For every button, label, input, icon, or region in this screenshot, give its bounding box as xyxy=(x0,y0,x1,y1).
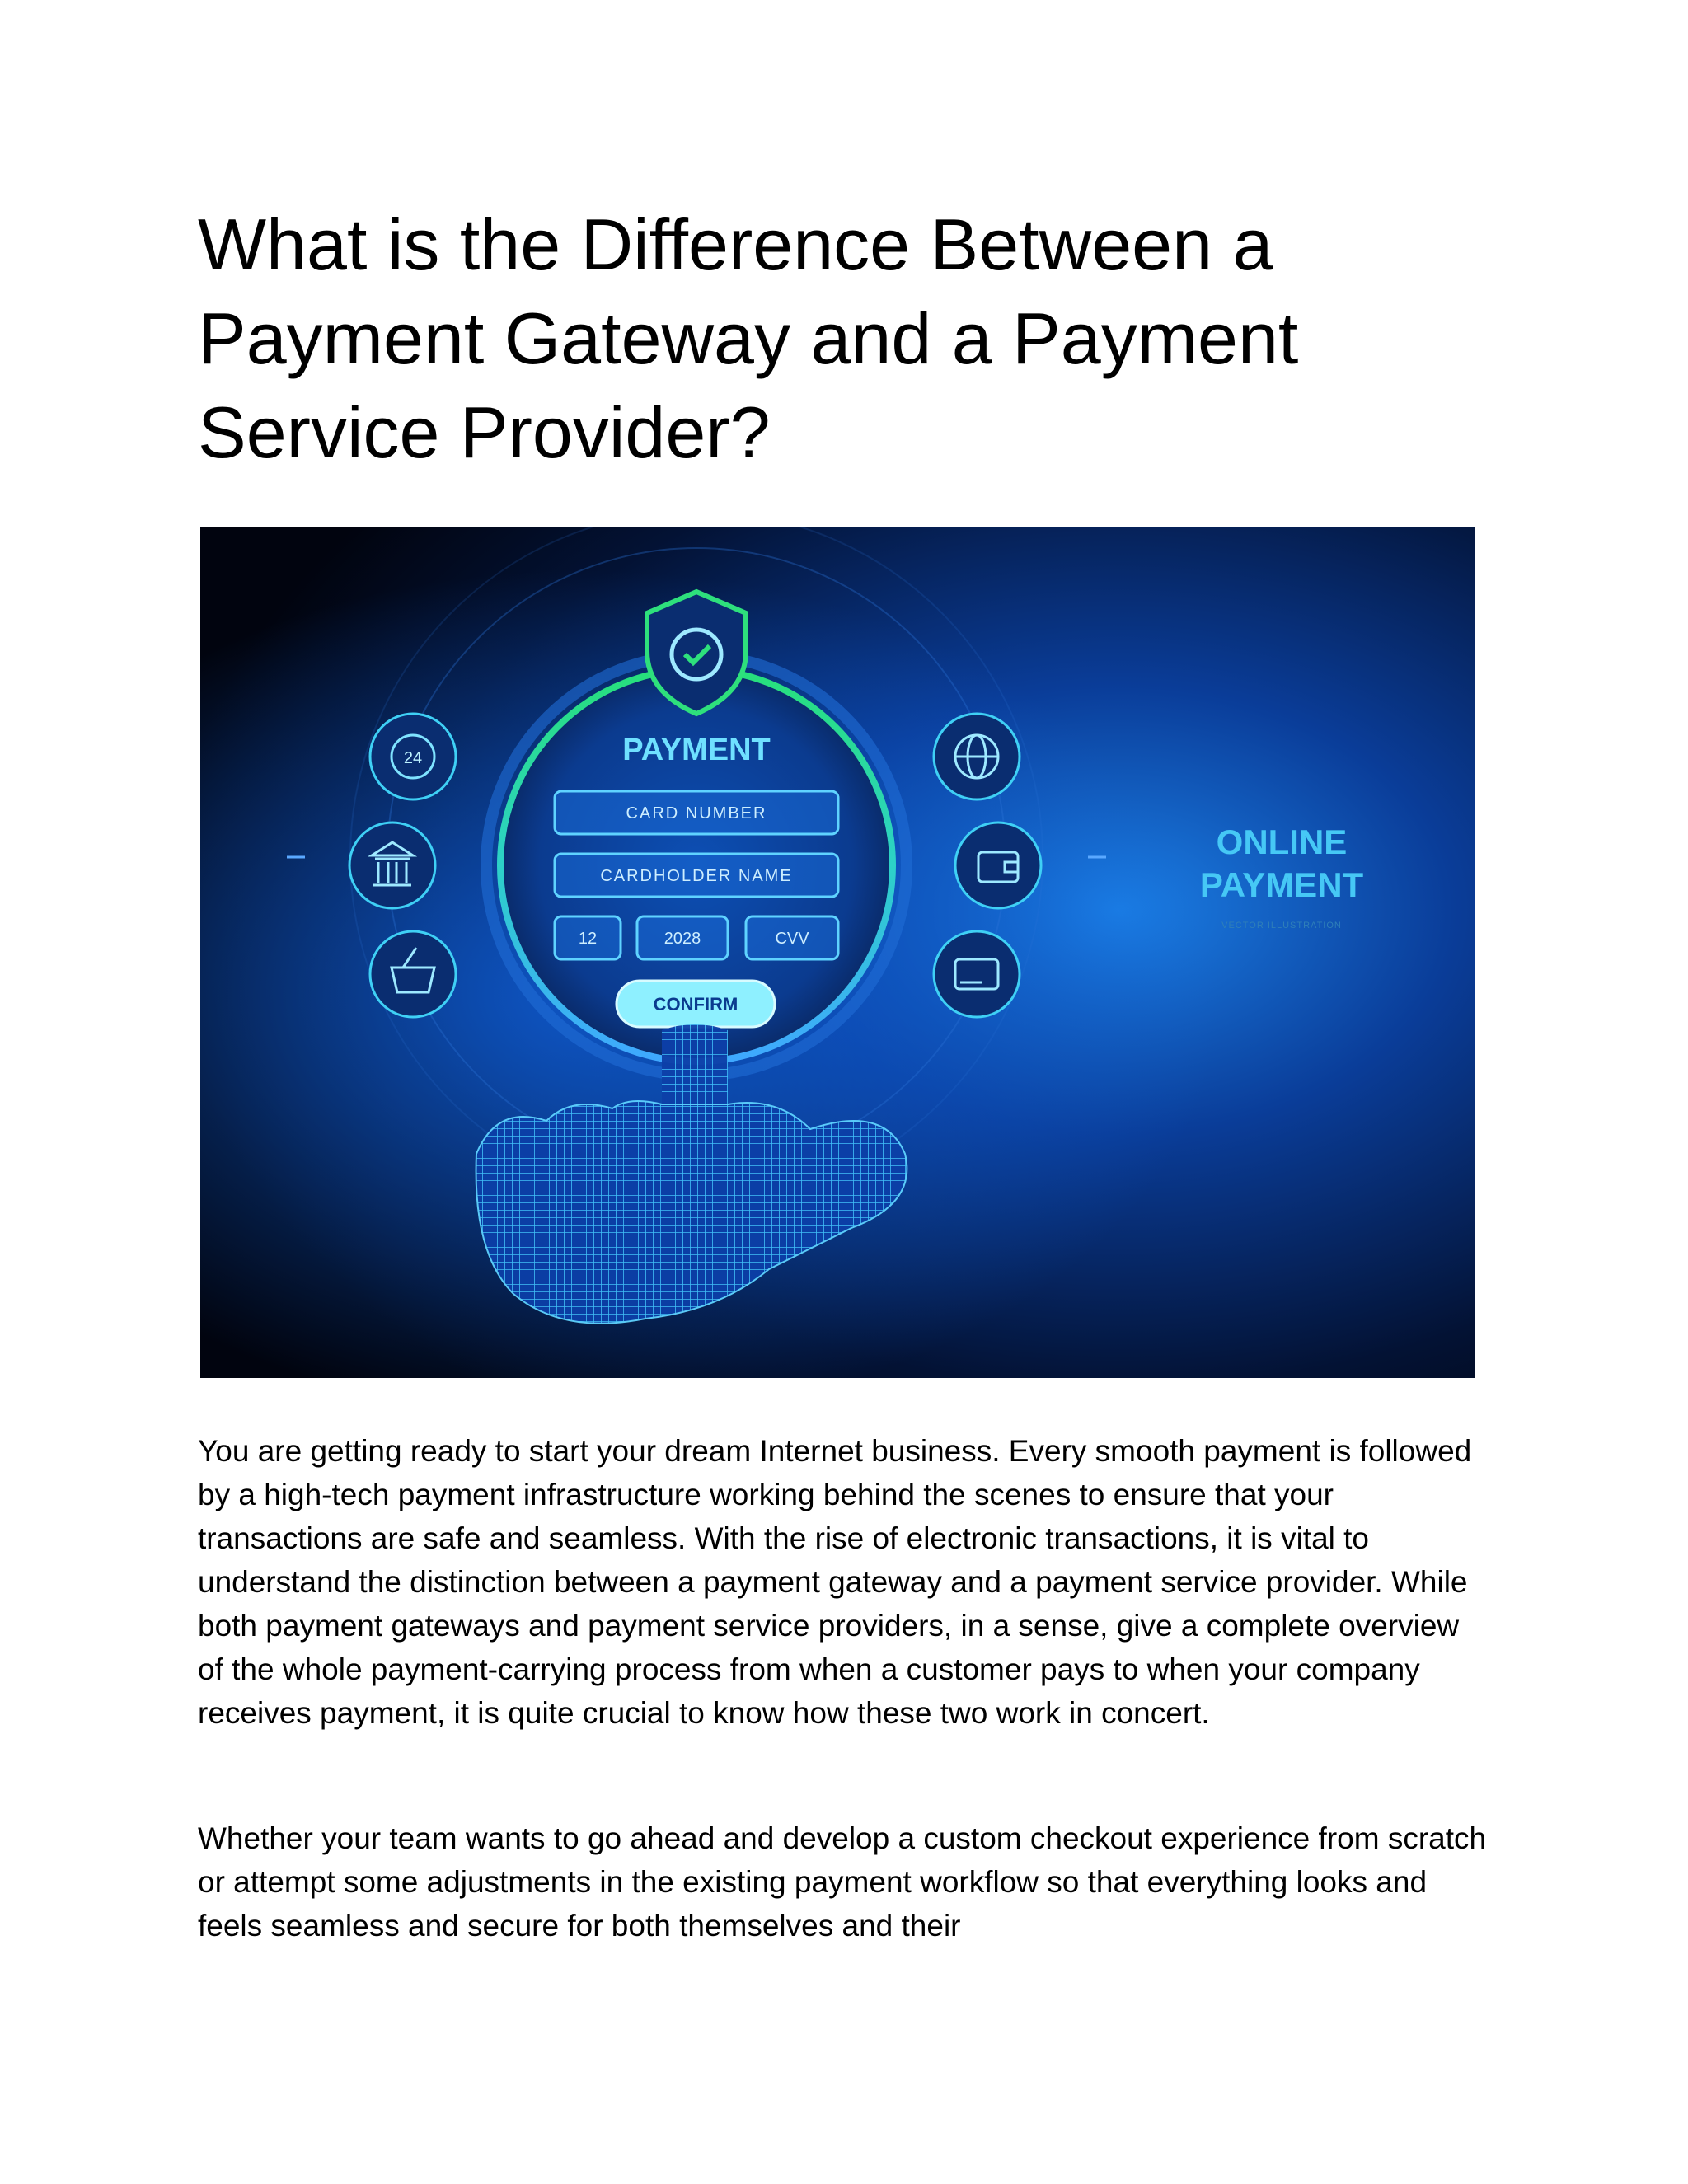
article-title: What is the Difference Between a Payment Gateway and a Payment Service Provider? xyxy=(198,204,1299,473)
svg-text:CARD NUMBER: CARD NUMBER xyxy=(626,804,767,823)
clock-24-icon xyxy=(370,714,456,799)
cardholder-name-field xyxy=(555,854,838,897)
hero-image xyxy=(200,527,1475,1378)
svg-text:24: 24 xyxy=(403,749,423,767)
basket-icon xyxy=(370,931,456,1017)
globe-icon xyxy=(934,714,1020,799)
card-icon xyxy=(934,931,1020,1017)
confirm-button xyxy=(617,981,775,1027)
payment-panel-title: PAYMENT xyxy=(622,733,771,767)
tagline-sub: VECTOR ILLUSTRATION xyxy=(1221,921,1342,930)
svg-text:CONFIRM: CONFIRM xyxy=(653,994,738,1015)
tagline-line2: PAYMENT xyxy=(1199,865,1364,904)
cvv-field xyxy=(746,916,838,959)
expiry-year-field xyxy=(637,916,728,959)
expiry-month-field xyxy=(555,916,621,959)
svg-text:CARDHOLDER NAME: CARDHOLDER NAME xyxy=(600,867,793,885)
svg-text:12: 12 xyxy=(578,930,598,948)
wallet-icon xyxy=(955,823,1041,908)
bank-icon xyxy=(349,823,435,908)
svg-text:2028: 2028 xyxy=(663,930,701,948)
tagline-line1: ONLINE xyxy=(1216,823,1348,861)
article-paragraph: You are getting ready to start your dream Internet business. Every smooth payment is followed by a high-tech payment infrastructure working behind the scenes to ensure that your transactions are safe and seamless. With the rise of electronic transactions, it is vital to understand the distinction between a payment gateway and a payment service provider. While both payment gateways and payment service providers, in a sense, give a complete overview of the whole payment-carrying process from when a customer pays to when your company receives payment, it is quite crucial to know how these two work in concert. xyxy=(198,1434,1472,1730)
article-paragraph: Whether your team wants to go ahead and develop a custom checkout experience from scratch or attempt some adjustments in the existing payment workflow so that everything looks and feels seamless and secure for both themselves and their xyxy=(198,1821,1487,1943)
card-number-field xyxy=(555,791,838,834)
svg-text:CVV: CVV xyxy=(775,930,809,948)
